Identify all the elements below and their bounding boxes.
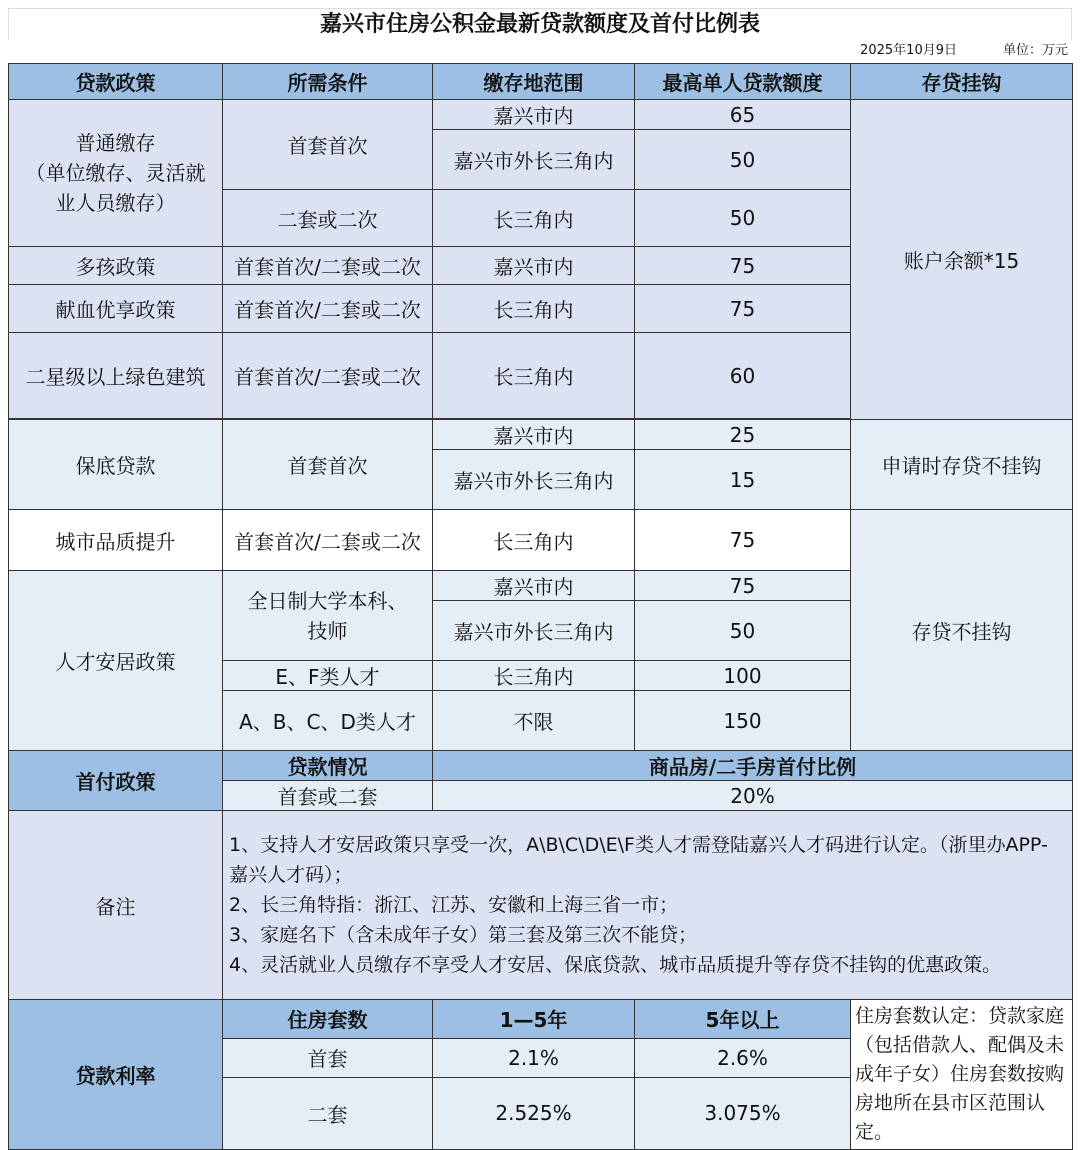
condition-cell: 二套或二次 bbox=[223, 190, 433, 247]
policy-name: 献血优享政策 bbox=[9, 285, 223, 333]
amount-cell: 50 bbox=[635, 130, 851, 190]
rate-cell: 3.075% bbox=[635, 1077, 851, 1149]
col-header: 存贷挂钩 bbox=[851, 64, 1073, 100]
rate-header: 1—5年 bbox=[433, 1000, 635, 1039]
condition-cell: 首套首次 bbox=[223, 100, 433, 190]
rate-note: 住房套数认定：贷款家庭（包括借款人、配偶及未成年子女）住房套数按购房地所在县市区范围认定。 bbox=[851, 1000, 1073, 1150]
downpay-header: 商品房/二手房首付比例 bbox=[433, 751, 1073, 781]
downpay-label: 首付政策 bbox=[9, 751, 223, 811]
rate-cell: 2.525% bbox=[433, 1077, 635, 1149]
link-cell: 存贷不挂钩 bbox=[851, 510, 1073, 751]
policy-name: 二星级以上绿色建筑 bbox=[9, 333, 223, 419]
remark-line: 1、支持人才安居政策只享受一次，A\B\C\D\E\F类人才需登陆嘉兴人才码进行认定。（浙里办APP-嘉兴人才码）； bbox=[229, 834, 1048, 886]
subheader bbox=[8, 40, 1072, 62]
range-cell: 长三角内 bbox=[433, 190, 635, 247]
loan-table bbox=[8, 63, 1073, 1150]
condition-cell: 首套首次/二套或二次 bbox=[223, 333, 433, 419]
amount-cell: 50 bbox=[635, 601, 851, 661]
policy-name: 城市品质提升 bbox=[9, 510, 223, 571]
remarks-label: 备注 bbox=[9, 811, 223, 1000]
rate-label: 贷款利率 bbox=[9, 1000, 223, 1150]
range-cell: 长三角内 bbox=[433, 510, 635, 571]
amount-cell: 25 bbox=[635, 420, 851, 450]
rate-header: 5年以上 bbox=[635, 1000, 851, 1039]
range-cell: 嘉兴市内 bbox=[433, 420, 635, 450]
policy-name: 多孩政策 bbox=[9, 247, 223, 285]
amount-cell: 15 bbox=[635, 450, 851, 510]
condition-cell: 首套首次 bbox=[223, 420, 433, 510]
page-title: 嘉兴市住房公积金最新贷款额度及首付比例表 bbox=[8, 8, 1072, 40]
remark-line: 2、长三角特指：浙江、江苏、安徽和上海三省一市； bbox=[229, 894, 679, 916]
condition-cell: E、F类人才 bbox=[223, 661, 433, 691]
remark-line: 3、家庭名下（含未成年子女）第三套及第三次不能贷； bbox=[229, 924, 698, 946]
amount-cell: 60 bbox=[635, 333, 851, 419]
date-label: 2025年10月9日 bbox=[860, 43, 957, 58]
amount-cell: 100 bbox=[635, 661, 851, 691]
amount-cell: 75 bbox=[635, 571, 851, 601]
range-cell: 嘉兴市外长三角内 bbox=[433, 130, 635, 190]
range-cell: 不限 bbox=[433, 691, 635, 751]
remarks-text bbox=[223, 811, 1073, 1000]
condition-cell: 首套首次/二套或二次 bbox=[223, 247, 433, 285]
policy-name: 人才安居政策 bbox=[9, 571, 223, 751]
downpay-cond: 首套或二套 bbox=[223, 781, 433, 811]
rate-row-label: 首套 bbox=[223, 1038, 433, 1077]
range-cell: 长三角内 bbox=[433, 285, 635, 333]
policy-name: 保底贷款 bbox=[9, 420, 223, 510]
downpay-header: 贷款情况 bbox=[223, 751, 433, 781]
range-cell: 嘉兴市外长三角内 bbox=[433, 601, 635, 661]
amount-cell: 75 bbox=[635, 285, 851, 333]
policy-name: 普通缴存 （单位缴存、灵活就 业人员缴存） bbox=[9, 100, 223, 247]
condition-cell: 首套首次/二套或二次 bbox=[223, 510, 433, 571]
rate-header: 住房套数 bbox=[223, 1000, 433, 1039]
col-header: 最高单人贷款额度 bbox=[635, 64, 851, 100]
rate-cell: 2.6% bbox=[635, 1038, 851, 1077]
unit-label: 单位：万元 bbox=[1002, 43, 1068, 58]
condition-cell: A、B、C、D类人才 bbox=[223, 691, 433, 751]
rate-row-label: 二套 bbox=[223, 1077, 433, 1149]
amount-cell: 75 bbox=[635, 510, 851, 571]
range-cell: 长三角内 bbox=[433, 661, 635, 691]
amount-cell: 50 bbox=[635, 190, 851, 247]
col-header: 缴存地范围 bbox=[433, 64, 635, 100]
amount-cell: 150 bbox=[635, 691, 851, 751]
range-cell: 嘉兴市内 bbox=[433, 247, 635, 285]
link-cell: 申请时存贷不挂钩 bbox=[851, 420, 1073, 510]
range-cell: 嘉兴市内 bbox=[433, 100, 635, 130]
col-header: 贷款政策 bbox=[9, 64, 223, 100]
header-row bbox=[9, 64, 1073, 100]
condition-cell: 全日制大学本科、 技师 bbox=[223, 571, 433, 661]
amount-cell: 75 bbox=[635, 247, 851, 285]
link-cell: 账户余额*15 bbox=[851, 100, 1073, 420]
rate-cell: 2.1% bbox=[433, 1038, 635, 1077]
remark-line: 4、灵活就业人员缴存不享受人才安居、保底贷款、城市品质提升等存贷不挂钩的优惠政策。 bbox=[229, 954, 1002, 976]
range-cell: 嘉兴市内 bbox=[433, 571, 635, 601]
col-header: 所需条件 bbox=[223, 64, 433, 100]
condition-cell: 首套首次/二套或二次 bbox=[223, 285, 433, 333]
range-cell: 长三角内 bbox=[433, 333, 635, 419]
range-cell: 嘉兴市外长三角内 bbox=[433, 450, 635, 510]
amount-cell: 65 bbox=[635, 100, 851, 130]
downpay-ratio: 20% bbox=[433, 781, 1073, 811]
